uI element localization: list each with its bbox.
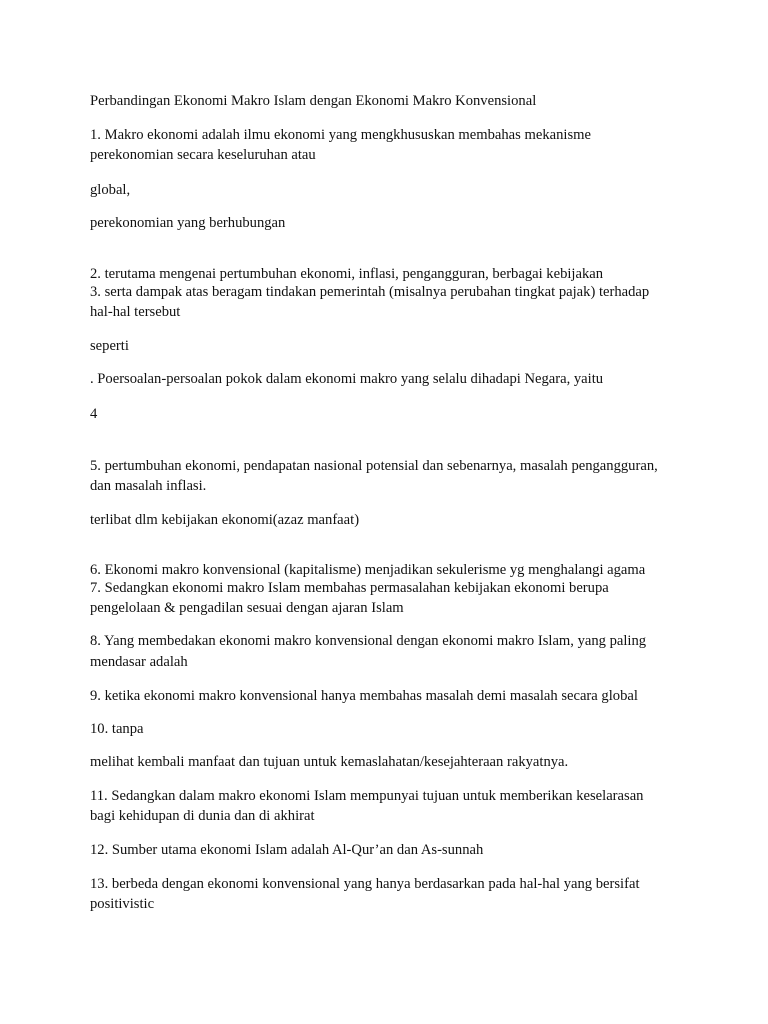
text-line: 4 [90, 406, 98, 422]
text-line: 7. Sedangkan ekonomi makro Islam membahas permasalahan kebijakan ekonomi berupa [90, 580, 609, 596]
text-line: . Poersoalan-persoalan pokok dalam ekonomi makro yang selalu dihadapi Negara, yaitu [90, 371, 604, 387]
text-line: perekonomian yang berhubungan [90, 215, 286, 231]
text-line: mendasar adalah [90, 654, 188, 670]
text-line: 3. serta dampak atas beragam tindakan pemerintah (misalnya perubahan tingkat pajak) terhadap [90, 284, 650, 300]
text-line: 5. pertumbuhan ekonomi, pendapatan nasional potensial dan sebenarnya, masalah pengangguran, [90, 458, 658, 474]
text-line: dan masalah inflasi. [90, 478, 207, 494]
document-title: Perbandingan Ekonomi Makro Islam dengan Ekonomi Makro Konvensional [90, 93, 537, 109]
text-line: terlibat dlm kebijakan ekonomi(azaz manfaat) [90, 512, 360, 528]
text-line: hal-hal tersebut [90, 304, 181, 320]
text-line: 11. Sedangkan dalam makro ekonomi Islam mempunyai tujuan untuk memberikan keselarasan [90, 788, 644, 804]
text-line: 8. Yang membedakan ekonomi makro konvensional dengan ekonomi makro Islam, yang paling [90, 633, 647, 649]
text-line: 9. ketika ekonomi makro konvensional hanya membahas masalah demi masalah secara global [90, 688, 638, 704]
text-line: perekonomian secara keseluruhan atau [90, 147, 316, 163]
text-line: global, [90, 182, 131, 198]
text-line: positivistic [90, 896, 155, 912]
text-line: 13. berbeda dengan ekonomi konvensional yang hanya berdasarkan pada hal-hal yang bersifat [90, 876, 640, 892]
text-line: 6. Ekonomi makro konvensional (kapitalisme) menjadikan sekulerisme yg menghalangi agama [90, 562, 646, 578]
text-line: bagi kehidupan di dunia dan di akhirat [90, 808, 315, 824]
text-line: 12. Sumber utama ekonomi Islam adalah Al-Qur’an dan As-sunnah [90, 842, 484, 858]
text-line: 2. terutama mengenai pertumbuhan ekonomi, inflasi, pengangguran, berbagai kebijakan [90, 266, 604, 282]
text-line: 10. tanpa [90, 721, 144, 737]
text-line: melihat kembali manfaat dan tujuan untuk kemaslahatan/kesejahteraan rakyatnya. [90, 754, 569, 770]
text-line: seperti [90, 338, 129, 354]
text-line: pengelolaan & pengadilan sesuai dengan ajaran Islam [90, 600, 404, 616]
text-line: 1. Makro ekonomi adalah ilmu ekonomi yang mengkhususkan membahas mekanisme [90, 127, 591, 143]
